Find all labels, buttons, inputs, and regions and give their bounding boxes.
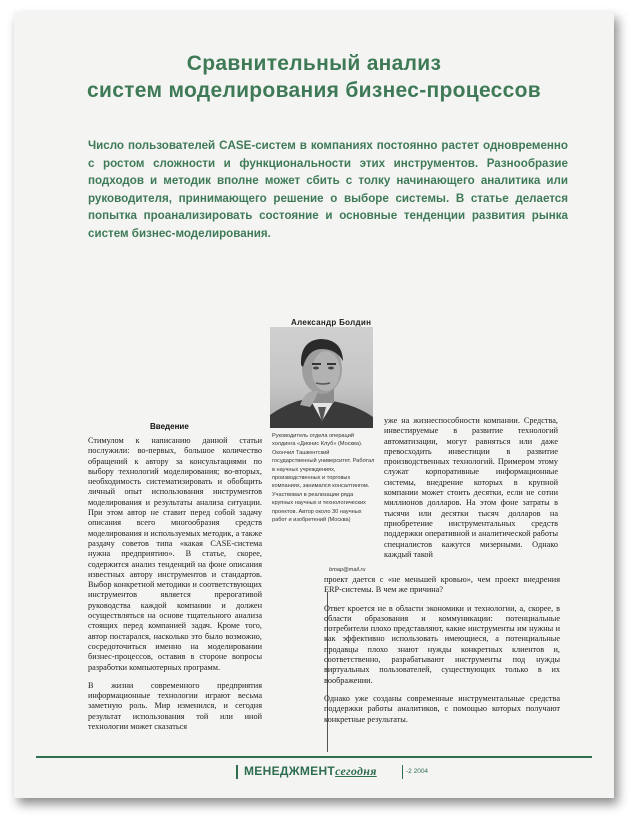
magazine-logo bbox=[244, 764, 377, 779]
author-email: bmap@mail.ru bbox=[329, 567, 366, 573]
column-right bbox=[384, 416, 558, 568]
title-line-1: Сравнительный анализ bbox=[186, 52, 442, 75]
issue-number: -2 2004 bbox=[406, 768, 429, 775]
section-heading-intro: Введение bbox=[150, 422, 189, 431]
paragraph: Ответ кроется не в области экономики и технологии, а, скорее, в области образования и коммуникации: потенциальные потребители плохо представляют, какие инструменты им нужны и как эффективно использовать имеющиеся, а потенциальные продавцы плохо знают нужды конкретных клиентов и, соответственно, разрабатывают инструменты под нужды виртуальных пользователей, существующих только в их воображении. bbox=[324, 603, 560, 685]
paragraph: Однако уже созданы современные инструментальные средства поддержки работы аналитиков, с помощью которых получают конкретные результаты. bbox=[324, 693, 560, 724]
article-title bbox=[14, 50, 614, 104]
author-bio: Руководитель отдела операций холдинга «Дионис Клуб» (Москва). Окончил Ташкентский государственный университет. Работал в научных учреждениях, производственных и торговых компаниях, занимался консалтингом. Участвовал в реализации ряда крупных научных и технологических проектов. Автор около 30 научных работ и изобретений (Москва) bbox=[272, 433, 375, 524]
article-lead: Число пользователей CASE-систем в компаниях постоянно растет одновременно с ростом сложности и функциональности этих инструментов. Разнообразие подходов и методик вполне может сбить с толку начинающего аналитика или руководителя, принимающего решение о выборе системы. В статье делается попытка проанализировать состояние и основные тенденции развития рынка систем бизнес-моделирования. bbox=[88, 139, 568, 240]
column-right-lower bbox=[324, 575, 560, 733]
title-line-2: систем моделирования бизнес-процессов bbox=[87, 79, 541, 102]
column-left bbox=[88, 436, 262, 740]
page-footer bbox=[14, 762, 614, 786]
paragraph: Стимулом к написанию данной статьи послужили: во-первых, большое количество обращений к автору за консультациями по выбору технологий моделирования; во-вторых, необходимость систематизировать и обобщить личный опыт использования инструментов моделирования и результаты анализа ситуации. При этом автор не ставит перед собой задачу описания всего многообразия средств моделирования и используемых методик, а также раздачу советов типа «какая CASE-система нужна предприятию». В статье, скорее, содержится анализ тенденций на фоне описания известных автору инструментов и стандартов. Выбор конкретной методики и соответствующих инструментов является прерогативой руководства каждой компании и должен осуществляться на основе тщательного анализа стоящих перед компанией задач. Кроме того, автор постарался, насколько это было возможно, сосредоточиться именно на моделировании бизнес-процессов, оставив в стороне вопросы разработки компьютерных программ. bbox=[88, 436, 262, 672]
author-portrait-image bbox=[270, 327, 373, 428]
magazine-page bbox=[14, 12, 614, 798]
footer-divider bbox=[402, 765, 403, 779]
footer-rule bbox=[36, 756, 592, 758]
footer-divider bbox=[236, 765, 238, 779]
paragraph: проект дается с «не меньшей кровью», чем проект внедрения ERP-системы. В чем же причина? bbox=[324, 575, 560, 595]
magazine-logo-italic: сегодня bbox=[335, 764, 377, 778]
author-name: Александр Болдин bbox=[291, 318, 372, 327]
paragraph: В жизни современного предприятия информационные технологии играют весьма заметную роль. Мир изменился, и сегодня результат использования той или иной технологии может сказаться bbox=[88, 680, 262, 732]
author-photo bbox=[270, 327, 373, 428]
magazine-logo-main: МЕНЕДЖМЕНТ bbox=[244, 764, 336, 778]
paragraph: уже на жизнеспособности компании. Средства, инвестируемые в развитие технологий автоматизации, могут равняться или даже превосходить инвестиции в развитие производственных технологий. Примером этому служат корпоративные информационные системы, внедрение которых в крупной компании может стоить десятки, если не сотни миллионов долларов. На этом фоне затраты в тысячи или десятки тысяч долларов на приобретение инструментальных средств поддержки оперативной и аналитической работы специалистов кажутся мизерными. Однако каждый такой bbox=[384, 416, 558, 559]
